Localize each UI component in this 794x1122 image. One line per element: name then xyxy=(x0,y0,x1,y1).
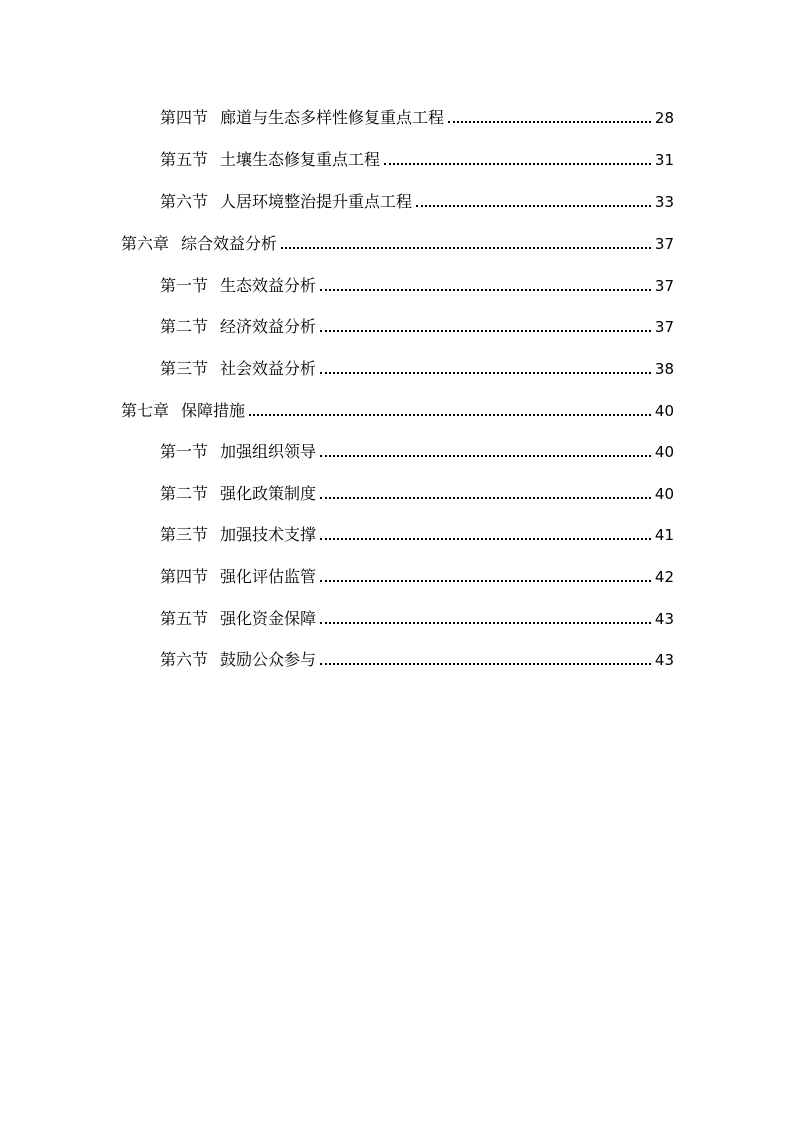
toc-entry-title: 廊道与生态多样性修复重点工程 xyxy=(220,108,445,127)
toc-entry-title: 加强技术支撑 xyxy=(220,525,317,544)
toc-entry-page: 43 xyxy=(654,651,674,669)
toc-entry-title: 土壤生态修复重点工程 xyxy=(220,150,381,169)
dot-leader xyxy=(320,580,651,582)
toc-entry-number: 第二节 xyxy=(160,317,209,336)
dot-leader xyxy=(320,455,651,457)
toc-entry-title: 强化政策制度 xyxy=(220,484,317,503)
toc-entry-section[interactable] xyxy=(160,272,674,296)
toc-entry-number: 第三节 xyxy=(160,359,209,378)
toc-entry-page: 40 xyxy=(654,485,674,503)
toc-entry-number: 第二节 xyxy=(160,484,209,503)
toc-entry-section[interactable] xyxy=(160,188,674,212)
toc-entry-page: 33 xyxy=(654,193,674,211)
dot-leader xyxy=(249,414,651,416)
dot-leader xyxy=(281,247,651,249)
toc-entry-page: 43 xyxy=(654,610,674,628)
toc-entry-number: 第一节 xyxy=(160,276,209,295)
dot-leader xyxy=(416,205,651,207)
toc-entry-title: 综合效益分析 xyxy=(181,234,278,253)
toc-entry-number: 第五节 xyxy=(160,609,209,628)
toc-entry-page: 38 xyxy=(654,360,674,378)
toc-entry-title: 加强组织领导 xyxy=(220,442,317,461)
toc-entry-section[interactable] xyxy=(160,521,674,545)
toc-entry-page: 37 xyxy=(654,235,674,253)
dot-leader xyxy=(320,538,651,540)
toc-entry-chapter[interactable] xyxy=(121,230,674,254)
toc-entry-number: 第六章 xyxy=(121,234,170,253)
toc-entry-page: 28 xyxy=(654,109,674,127)
dot-leader xyxy=(448,121,651,123)
toc-entry-section[interactable] xyxy=(160,646,674,670)
dot-leader xyxy=(320,622,651,624)
toc-entry-title: 强化评估监管 xyxy=(220,567,317,586)
toc-entry-page: 37 xyxy=(654,318,674,336)
toc-entry-title: 鼓励公众参与 xyxy=(220,650,317,669)
toc-entry-section[interactable] xyxy=(160,438,674,462)
dot-leader xyxy=(320,372,651,374)
toc-entry-number: 第四节 xyxy=(160,567,209,586)
toc-entry-number: 第五节 xyxy=(160,150,209,169)
toc-entry-section[interactable] xyxy=(160,146,674,170)
toc-entry-title: 经济效益分析 xyxy=(220,317,317,336)
dot-leader xyxy=(320,663,651,665)
toc-entry-section[interactable] xyxy=(160,480,674,504)
toc-entry-page: 40 xyxy=(654,443,674,461)
toc-entry-section[interactable] xyxy=(160,563,674,587)
toc-entry-chapter[interactable] xyxy=(121,397,674,421)
toc-entry-page: 41 xyxy=(654,526,674,544)
dot-leader xyxy=(384,163,651,165)
toc-entry-number: 第六节 xyxy=(160,192,209,211)
toc-entry-number: 第三节 xyxy=(160,525,209,544)
toc-entry-title: 社会效益分析 xyxy=(220,359,317,378)
toc-entry-number: 第一节 xyxy=(160,442,209,461)
toc-entry-section[interactable] xyxy=(160,104,674,128)
toc-entry-page: 42 xyxy=(654,568,674,586)
toc-entry-section[interactable] xyxy=(160,313,674,337)
toc-entry-page: 37 xyxy=(654,277,674,295)
toc-entry-title: 保障措施 xyxy=(181,401,246,420)
toc-entry-title: 强化资金保障 xyxy=(220,609,317,628)
dot-leader xyxy=(320,330,651,332)
dot-leader xyxy=(320,289,651,291)
toc-entry-number: 第七章 xyxy=(121,401,170,420)
toc-entry-page: 40 xyxy=(654,402,674,420)
dot-leader xyxy=(320,497,651,499)
toc-entry-number: 第四节 xyxy=(160,108,209,127)
toc-entry-title: 人居环境整治提升重点工程 xyxy=(220,192,413,211)
toc-entry-title: 生态效益分析 xyxy=(220,276,317,295)
toc-entry-section[interactable] xyxy=(160,355,674,379)
toc-entry-section[interactable] xyxy=(160,605,674,629)
toc-entry-number: 第六节 xyxy=(160,650,209,669)
toc-entry-page: 31 xyxy=(654,151,674,169)
